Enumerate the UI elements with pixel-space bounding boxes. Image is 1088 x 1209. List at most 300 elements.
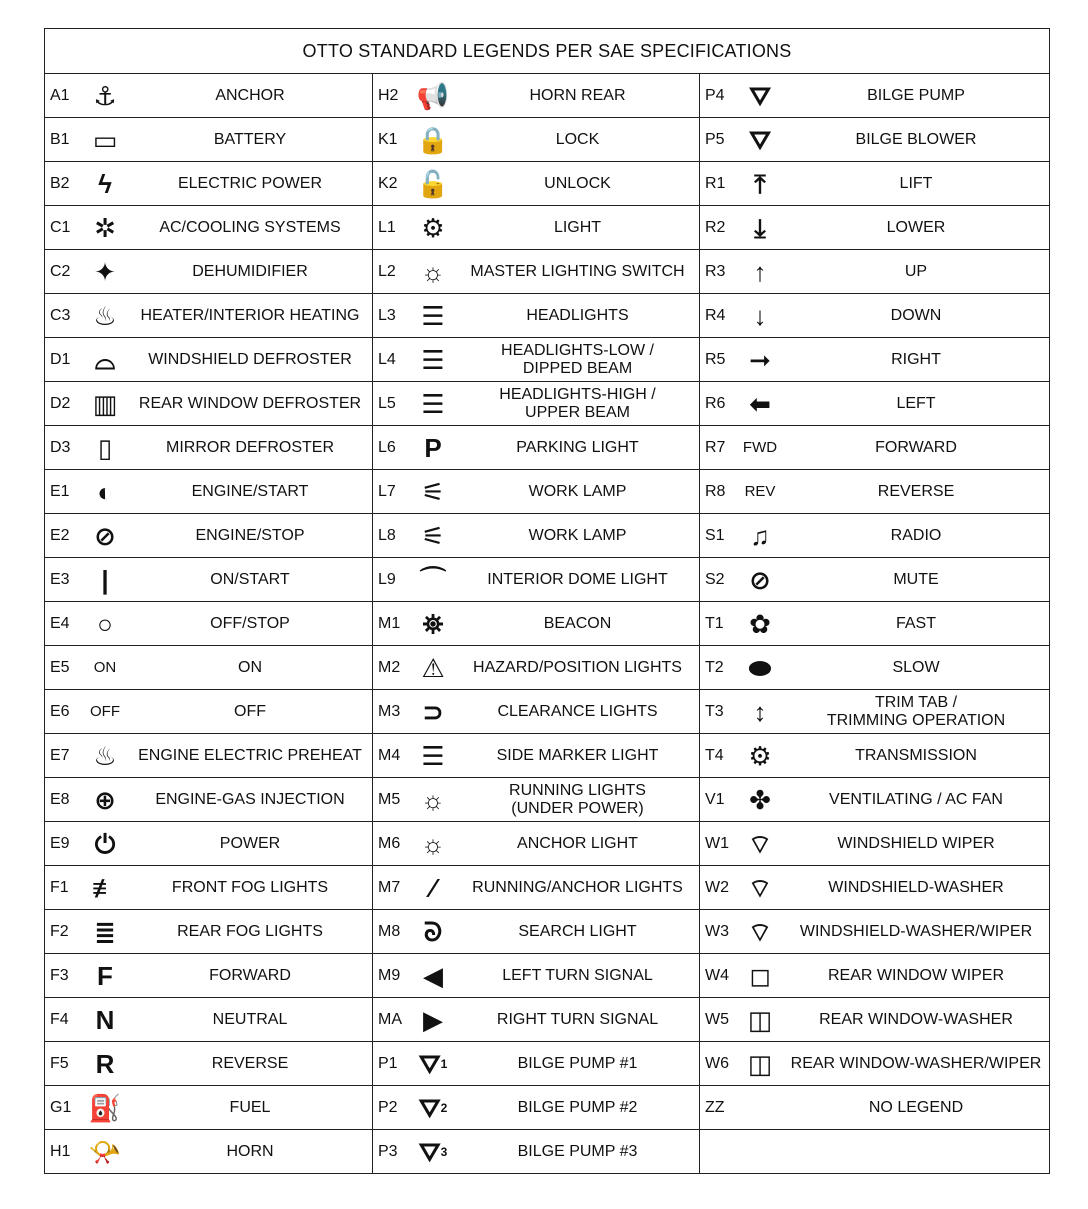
legend-code: C1	[50, 218, 71, 236]
legend-cell	[45, 206, 373, 250]
legend-label: ANCHOR	[215, 86, 285, 104]
legend-cell	[373, 1042, 700, 1086]
legend-label: DEHUMIDIFIER	[192, 262, 308, 280]
legend-cell	[373, 1130, 700, 1174]
legend-label: ENGINE/START	[191, 482, 309, 500]
legend-code: C2	[50, 262, 71, 280]
table-row	[45, 866, 1050, 910]
rear-fog-icon: ≣	[94, 916, 116, 947]
legend-item	[45, 514, 372, 557]
legend-label: RUNNING/ANCHOR LIGHTS	[472, 878, 683, 896]
windshield-defroster-icon: ⌓	[94, 344, 116, 375]
beacon-icon: ⛯	[422, 608, 444, 639]
legend-cell	[373, 206, 700, 250]
table-row	[45, 382, 1050, 426]
legend-label: MIRROR DEFROSTER	[166, 438, 334, 456]
legend-label: FAST	[895, 614, 936, 632]
legend-item	[45, 1042, 372, 1085]
legend-cell	[45, 998, 373, 1042]
legend-code: T2	[705, 658, 724, 676]
legend-label: VENTILATING / AC FAN	[829, 790, 1003, 808]
legend-code: S2	[705, 570, 725, 588]
legend-cell	[700, 822, 1050, 866]
table-row	[45, 74, 1050, 118]
headlights-low-icon: ☰	[421, 344, 445, 375]
legend-label: TRANSMISSION	[855, 746, 977, 764]
legend-item	[700, 558, 1049, 601]
table-row	[45, 822, 1050, 866]
legend-code: M6	[378, 834, 401, 852]
legend-code: M2	[378, 658, 401, 676]
legend-code: C3	[50, 306, 71, 324]
legend-label: UP	[904, 262, 928, 280]
table-row	[45, 734, 1050, 778]
legend-label: HORN REAR	[529, 86, 626, 104]
legend-code: M8	[378, 922, 401, 940]
legend-cell	[373, 734, 700, 778]
legend-label: INTERIOR DOME LIGHT	[487, 570, 668, 588]
left-turn-icon: ◀	[423, 960, 443, 991]
left-arrow-icon: ⬅	[749, 388, 771, 419]
legend-cell	[700, 954, 1050, 998]
legend-cell	[373, 1086, 700, 1130]
table-row	[45, 514, 1050, 558]
legend-cell	[45, 778, 373, 822]
legend-label: HAZARD/POSITION LIGHTS	[473, 658, 682, 676]
legend-label: UNLOCK	[544, 174, 611, 192]
legend-cell	[45, 646, 373, 690]
electric-power-icon: ϟ	[98, 168, 112, 199]
power-icon: ⏻	[94, 828, 116, 859]
legend-cell	[45, 1086, 373, 1130]
master-lighting-icon: ☼	[421, 256, 445, 287]
legend-label: ELECTRIC POWER	[177, 174, 322, 192]
legend-label: REAR WINDOW WIPER	[828, 966, 1004, 984]
table-row	[45, 162, 1050, 206]
icon-subscript: 1	[440, 1056, 448, 1071]
legend-code: M3	[378, 702, 401, 720]
dehumidifier-icon: ✦	[94, 256, 116, 287]
legend-label: BILGE PUMP	[867, 86, 965, 104]
bilge-pump-icon: ⛛ 1	[418, 1048, 448, 1079]
table-header-row	[45, 29, 1050, 74]
legend-item	[373, 118, 699, 161]
washer-wiper-icon: ⌔	[747, 916, 773, 947]
legend-item	[373, 74, 699, 117]
legend-code: E8	[50, 790, 70, 808]
legend-code: R1	[705, 174, 726, 192]
legend-label: WINDSHIELD WIPER	[837, 834, 995, 852]
legend-code: R3	[705, 262, 726, 280]
legend-item	[373, 734, 699, 777]
legend-cell	[700, 382, 1050, 426]
mute-icon: ⊘	[749, 564, 771, 595]
rear-washer-wiper-icon: ◫	[747, 1048, 773, 1079]
legend-item	[373, 1086, 699, 1129]
legend-code: R8	[705, 482, 726, 500]
legend-label: NEUTRAL	[212, 1010, 288, 1028]
legend-label: LIFT	[899, 174, 933, 192]
legend-item	[373, 206, 699, 249]
unlock-icon: 🔓	[416, 168, 450, 199]
lower-icon: ⤓	[754, 212, 766, 243]
legend-code: L8	[378, 526, 396, 544]
legend-label: BILGE PUMP #2	[517, 1098, 638, 1116]
legend-label: FUEL	[229, 1098, 271, 1116]
legend-label: BEACON	[543, 614, 612, 632]
legend-cell	[373, 822, 700, 866]
legend-cell	[45, 954, 373, 998]
search-light-icon: ᘐ	[423, 916, 443, 947]
legend-cell	[45, 822, 373, 866]
off-circle-icon: ○	[97, 608, 113, 639]
legend-item	[373, 602, 699, 645]
table-row	[45, 602, 1050, 646]
legend-cell	[700, 118, 1050, 162]
legend-cell	[45, 910, 373, 954]
legend-cell	[45, 294, 373, 338]
letter-icon: N	[95, 1004, 115, 1035]
legend-label: LOCK	[555, 130, 600, 148]
legend-item	[373, 778, 699, 821]
legend-item	[45, 646, 372, 689]
legend-code: V1	[705, 790, 725, 808]
table-row	[45, 1042, 1050, 1086]
legend-cell	[45, 74, 373, 118]
legend-cell	[373, 338, 700, 382]
legend-label: BILGE PUMP #3	[517, 1142, 638, 1160]
legend-cell	[700, 470, 1050, 514]
legend-item	[373, 426, 699, 469]
legend-cell	[373, 162, 700, 206]
legend-cell	[700, 294, 1050, 338]
legend-code: W2	[705, 878, 729, 896]
legend-item	[373, 1130, 699, 1173]
legend-code: R4	[705, 306, 726, 324]
up-arrow-icon: ↑	[753, 256, 767, 287]
legend-item	[700, 646, 1049, 689]
legend-label: HEATER/INTERIOR HEATING	[140, 306, 360, 324]
legend-item	[45, 382, 372, 425]
down-arrow-icon: ↓	[753, 300, 767, 331]
legend-code: R2	[705, 218, 726, 236]
music-note-icon: ♫	[750, 520, 770, 551]
legend-cell	[700, 514, 1050, 558]
legend-code: W1	[705, 834, 729, 852]
legend-text-icon: REV	[744, 483, 776, 500]
empty-cell	[700, 1130, 1050, 1174]
right-turn-icon: ▶	[423, 1004, 443, 1035]
table-row	[45, 954, 1050, 998]
dome-light-icon: ⌒	[419, 564, 446, 595]
engine-start-icon: ◐	[97, 476, 113, 507]
legend-label: POWER	[219, 834, 281, 852]
legend-item	[700, 998, 1049, 1041]
legend-code: P1	[378, 1054, 398, 1072]
legend-code: W3	[705, 922, 729, 940]
legend-code: ZZ	[705, 1098, 725, 1116]
legend-label: OFF/STOP	[210, 614, 290, 632]
table-row	[45, 118, 1050, 162]
legend-item	[700, 382, 1049, 425]
legend-code: A1	[50, 86, 70, 104]
legend-text-icon: OFF	[90, 703, 120, 720]
table-row	[45, 470, 1050, 514]
heater-icon: ♨	[93, 300, 117, 331]
legend-cell	[45, 338, 373, 382]
legend-label: REVERSE	[877, 482, 955, 500]
legend-item	[373, 822, 699, 865]
legend-item	[45, 1130, 372, 1173]
legend-cell	[700, 338, 1050, 382]
legend-label: CLEARANCE LIGHTS	[497, 702, 658, 720]
legend-cell	[700, 866, 1050, 910]
legend-cell	[373, 514, 700, 558]
legend-label: MUTE	[893, 570, 939, 588]
gas-injection-icon: ⊕	[94, 784, 116, 815]
legend-item	[700, 1042, 1049, 1085]
legend-label: WORK LAMP	[528, 526, 627, 544]
table-row	[45, 250, 1050, 294]
on-line-icon: |	[101, 564, 109, 595]
legend-code: H1	[50, 1142, 71, 1160]
lock-icon: 🔒	[416, 124, 450, 155]
table-row	[45, 1086, 1050, 1130]
legend-code: F5	[50, 1054, 69, 1072]
legend-cell	[45, 602, 373, 646]
legend-item	[45, 206, 372, 249]
legend-item	[700, 602, 1049, 645]
legend-code: T1	[705, 614, 724, 632]
legend-cell	[700, 426, 1050, 470]
legend-label: BATTERY	[213, 130, 287, 148]
legend-label: DOWN	[890, 306, 942, 324]
clearance-lights-icon: ⊃	[422, 696, 444, 727]
legend-item	[45, 426, 372, 469]
legend-cell	[373, 910, 700, 954]
legend-label: RUNNING LIGHTS (UNDER POWER)	[509, 781, 646, 817]
table-row	[45, 778, 1050, 822]
table-row	[45, 1130, 1050, 1174]
windshield-wiper-icon: ⌔	[747, 828, 773, 859]
legend-code: E2	[50, 526, 70, 544]
work-lamp-icon: ⚟	[421, 476, 445, 507]
legend-label: ON	[238, 658, 262, 676]
letter-icon: R	[95, 1048, 115, 1079]
legend-body	[45, 74, 1050, 1174]
legend-cell	[373, 646, 700, 690]
legend-cell	[45, 118, 373, 162]
legend-cell	[700, 690, 1050, 734]
legend-cell	[700, 998, 1050, 1042]
legend-code: W5	[705, 1010, 729, 1028]
legend-code: G1	[50, 1098, 72, 1116]
legend-cell	[700, 558, 1050, 602]
legend-cell	[373, 294, 700, 338]
table-row	[45, 646, 1050, 690]
transmission-gear-icon: ⚙	[748, 740, 772, 771]
table-row	[45, 426, 1050, 470]
legend-cell	[700, 206, 1050, 250]
legend-code: P2	[378, 1098, 398, 1116]
legend-code: E7	[50, 746, 70, 764]
legend-code: P4	[705, 86, 725, 104]
legend-code: M7	[378, 878, 401, 896]
legend-label: WINDSHIELD-WASHER	[828, 878, 1004, 896]
legend-code: R5	[705, 350, 726, 368]
trim-tab-icon: ↕	[753, 696, 767, 727]
anchor-light-icon: ☼	[421, 828, 445, 859]
legend-label: RADIO	[890, 526, 942, 544]
legend-label: FORWARD	[875, 438, 957, 456]
legend-item	[700, 822, 1049, 865]
legend-label: REAR FOG LIGHTS	[177, 922, 323, 940]
legend-code: D1	[50, 350, 71, 368]
horn-icon: 📯	[88, 1136, 122, 1167]
legend-item	[45, 294, 372, 337]
legend-item	[373, 382, 699, 425]
legend-code: E3	[50, 570, 70, 588]
legend-item	[45, 1086, 372, 1129]
legend-cell	[45, 426, 373, 470]
legend-label: REAR WINDOW-WASHER/WIPER	[790, 1054, 1042, 1072]
legend-item	[45, 558, 372, 601]
legend-code: S1	[705, 526, 725, 544]
bilge-pump-icon: ⛛	[749, 80, 771, 111]
legend-item	[700, 162, 1049, 205]
legend-item	[700, 514, 1049, 557]
work-lamp-down-icon: ⚟	[421, 520, 445, 551]
legend-cell	[373, 118, 700, 162]
legend-label: FORWARD	[209, 966, 291, 984]
legend-item	[45, 602, 372, 645]
legend-cell	[373, 74, 700, 118]
legend-item	[45, 74, 372, 117]
legend-cell	[700, 1042, 1050, 1086]
legend-item	[700, 338, 1049, 381]
legend-item	[700, 954, 1049, 997]
legend-label: SIDE MARKER LIGHT	[496, 746, 659, 764]
legend-label: REVERSE	[211, 1054, 289, 1072]
legend-item	[700, 734, 1049, 777]
legend-item	[373, 1042, 699, 1085]
legend-cell	[373, 690, 700, 734]
legend-item	[700, 206, 1049, 249]
legend-cell	[700, 910, 1050, 954]
legend-item	[373, 690, 699, 733]
front-fog-icon: ≢	[92, 872, 118, 903]
legend-cell	[373, 954, 700, 998]
legend-item	[373, 910, 699, 953]
bilge-pump-icon: ⛛ 3	[418, 1136, 448, 1167]
legend-code: K1	[378, 130, 398, 148]
legend-item	[373, 162, 699, 205]
running-anchor-icon: ⁄	[430, 872, 436, 903]
legend-cell	[700, 734, 1050, 778]
legend-code: E5	[50, 658, 70, 676]
legend-cell	[373, 602, 700, 646]
legend-cell	[700, 1086, 1050, 1130]
legend-code: MA	[378, 1010, 402, 1028]
legend-code: D3	[50, 438, 71, 456]
legend-item	[45, 910, 372, 953]
legend-item	[373, 866, 699, 909]
legend-cell	[373, 558, 700, 602]
legend-code: W4	[705, 966, 729, 984]
right-arrow-icon: ➞	[749, 344, 771, 375]
legend-label: LEFT TURN SIGNAL	[502, 966, 653, 984]
rear-window-defroster-icon: ▥	[92, 388, 118, 419]
turtle-icon: ⬬	[748, 652, 772, 683]
legend-code: W6	[705, 1054, 729, 1072]
legend-code: P3	[378, 1142, 398, 1160]
legend-code: M9	[378, 966, 401, 984]
legend-label: BILGE PUMP #1	[517, 1054, 638, 1072]
legend-cell	[373, 866, 700, 910]
legend-cell	[45, 514, 373, 558]
legend-item	[700, 294, 1049, 337]
legend-item	[45, 778, 372, 821]
table-row	[45, 558, 1050, 602]
legend-label: TRIM TAB / TRIMMING OPERATION	[826, 693, 1006, 729]
legend-code: L1	[378, 218, 396, 236]
legend-code: T3	[705, 702, 724, 720]
light-icon: ⚙	[421, 212, 445, 243]
legend-item	[373, 514, 699, 557]
legend-cell	[373, 426, 700, 470]
legend-item	[373, 954, 699, 997]
legend-label: PARKING LIGHT	[516, 438, 639, 456]
legend-code: M4	[378, 746, 401, 764]
letter-icon: F	[97, 960, 113, 991]
legend-item	[45, 954, 372, 997]
legend-label: WINDSHIELD-WASHER/WIPER	[799, 922, 1033, 940]
legend-cell	[373, 470, 700, 514]
legend-code: L6	[378, 438, 396, 456]
legend-label: ENGINE ELECTRIC PREHEAT	[138, 746, 362, 764]
legend-code: E9	[50, 834, 70, 852]
running-lights-icon: ☼	[421, 784, 445, 815]
legend-item	[700, 426, 1049, 469]
legend-label: HEADLIGHTS-LOW / DIPPED BEAM	[501, 341, 654, 377]
legend-item	[45, 822, 372, 865]
legend-code: B2	[50, 174, 70, 192]
table-row	[45, 338, 1050, 382]
legend-item	[45, 998, 372, 1041]
legend-label: HEADLIGHTS-HIGH / UPPER BEAM	[499, 385, 656, 421]
legend-label: REAR WINDOW-WASHER	[819, 1010, 1013, 1028]
legend-table	[44, 28, 1050, 1174]
legend-label: LOWER	[886, 218, 946, 236]
legend-cell	[373, 998, 700, 1042]
legend-cell	[45, 558, 373, 602]
legend-label: SEARCH LIGHT	[518, 922, 637, 940]
legend-cell	[45, 734, 373, 778]
legend-code: M5	[378, 790, 401, 808]
legend-code: F2	[50, 922, 69, 940]
icon-subscript: 3	[440, 1144, 448, 1159]
legend-cell	[45, 690, 373, 734]
legend-item	[45, 118, 372, 161]
headlights-icon: ☰	[421, 300, 445, 331]
legend-label: LEFT	[896, 394, 936, 412]
legend-code: K2	[378, 174, 398, 192]
legend-label: WORK LAMP	[528, 482, 627, 500]
legend-text-icon: ON	[93, 659, 117, 676]
legend-item	[700, 1086, 1049, 1129]
table-row	[45, 690, 1050, 734]
legend-code: E1	[50, 482, 70, 500]
